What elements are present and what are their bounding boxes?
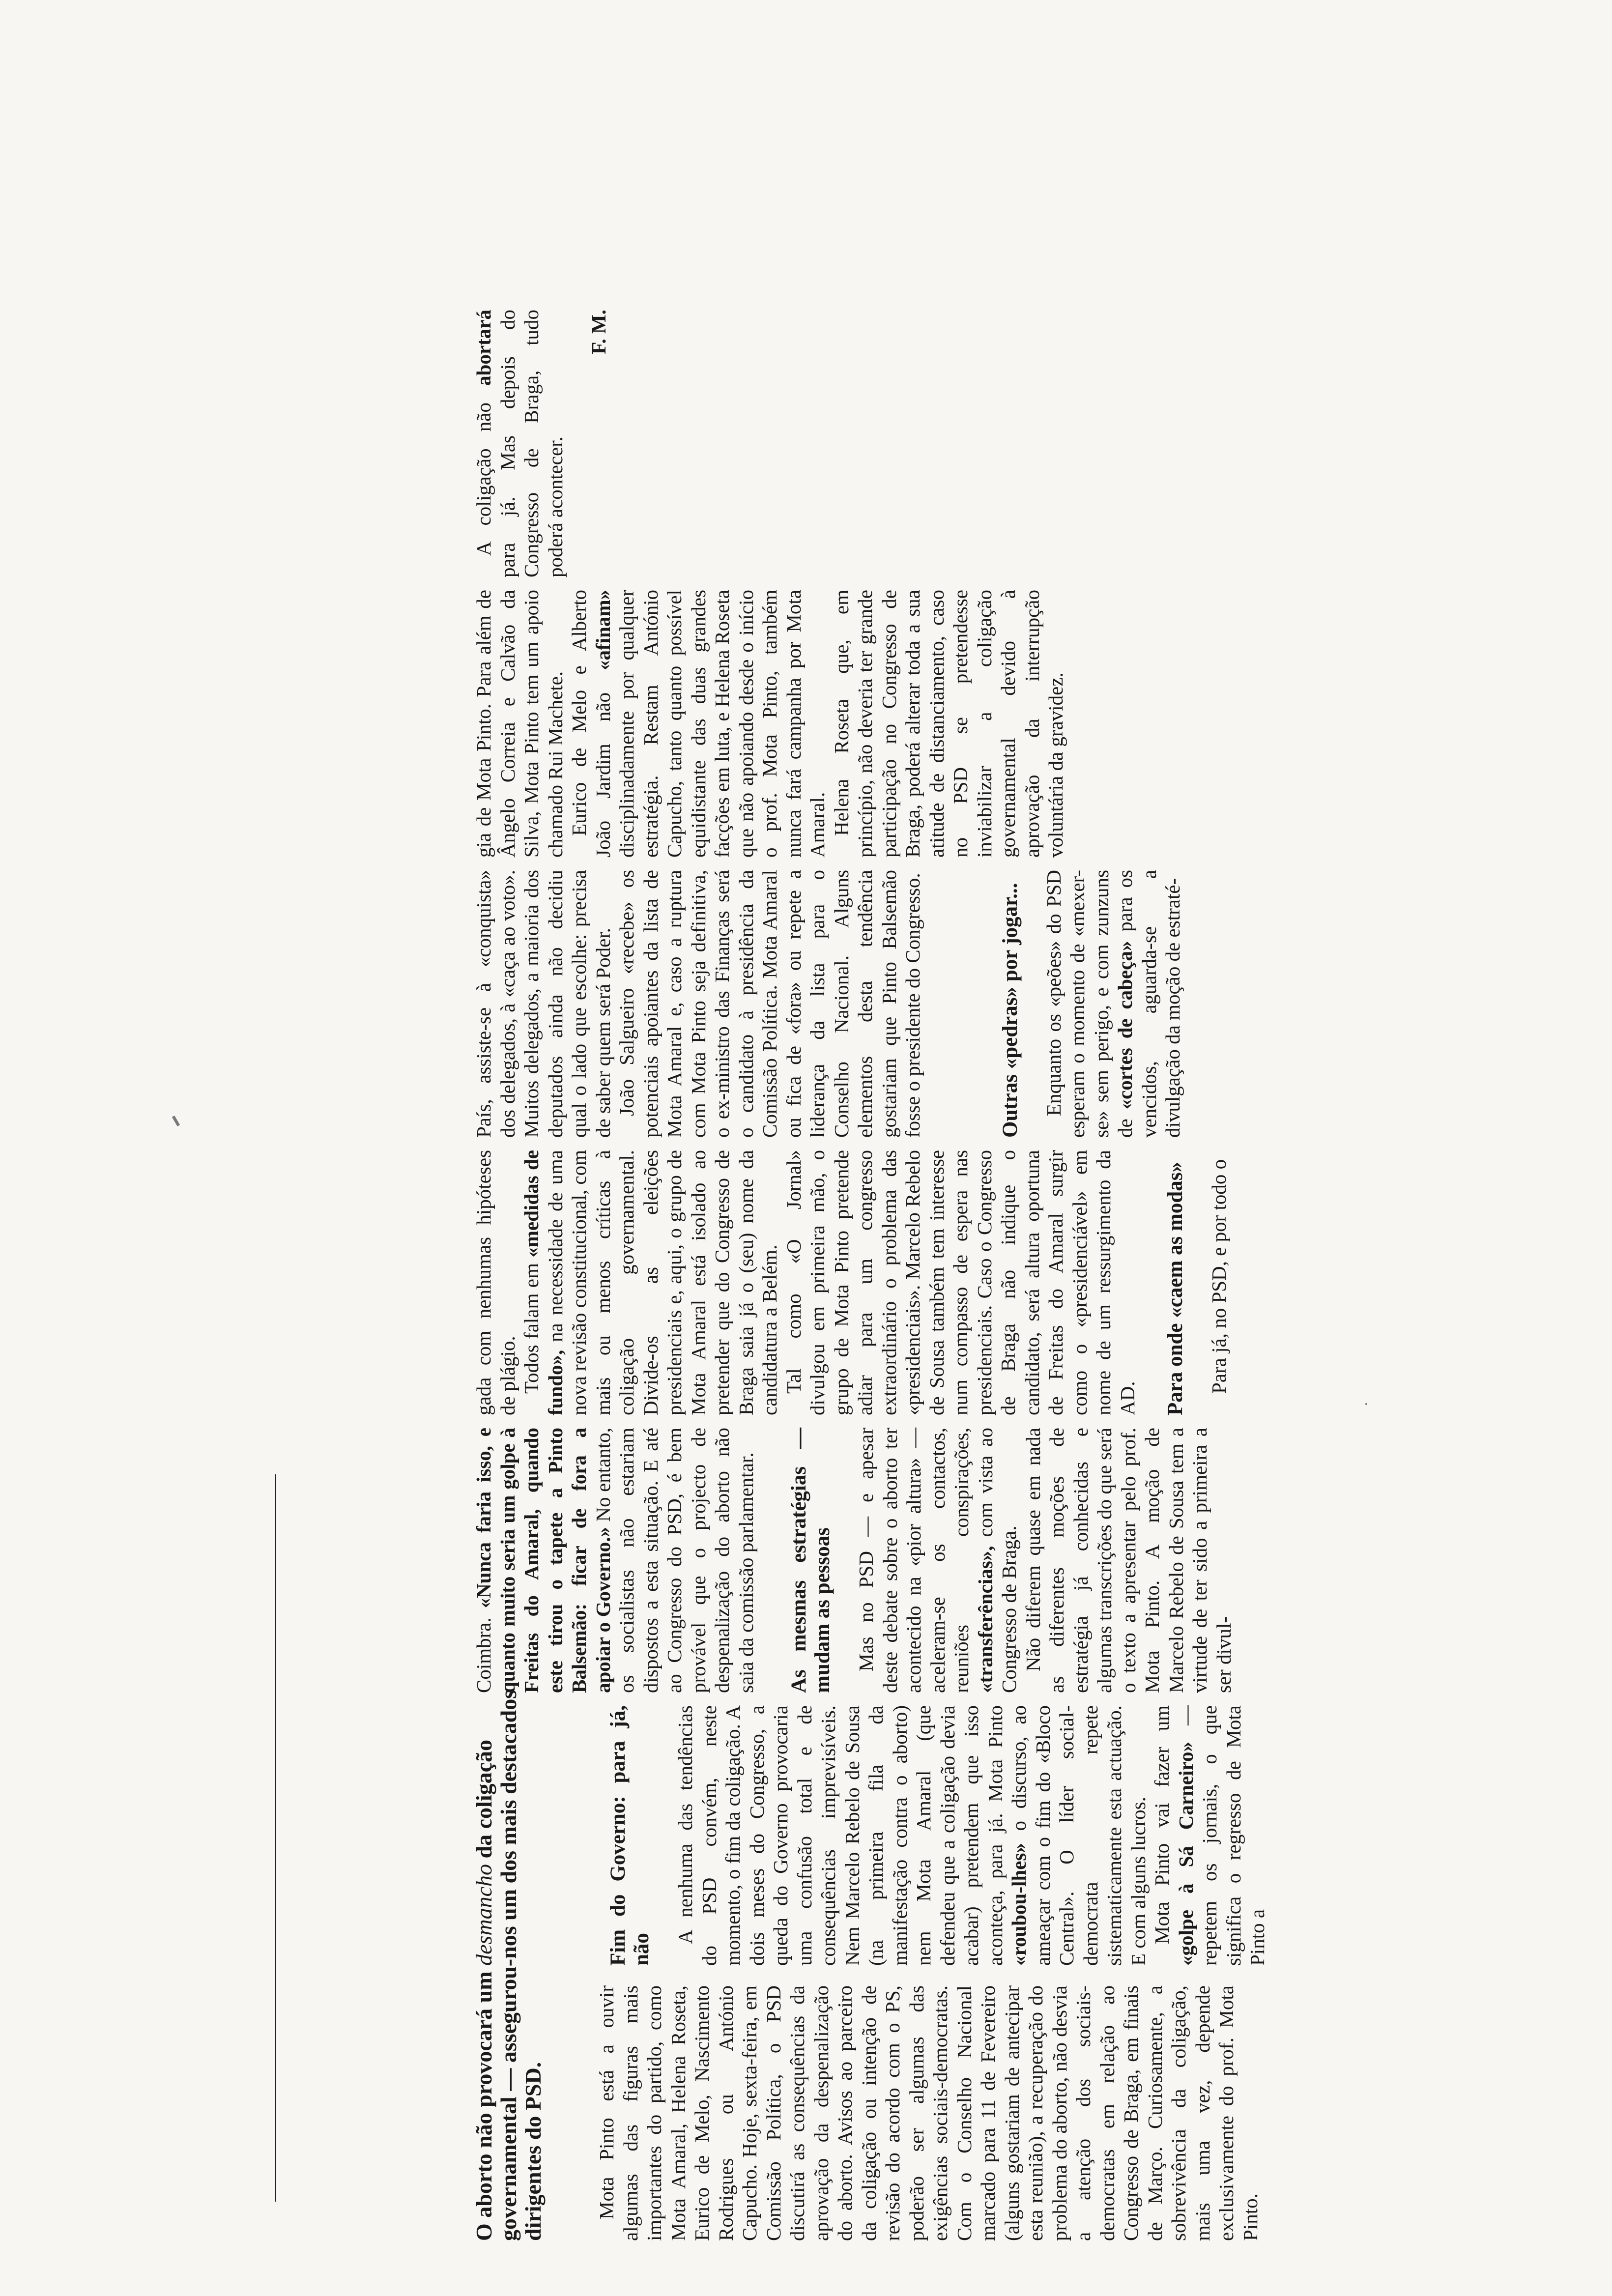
- bold-run: «cortes de cabeça»: [1114, 941, 1136, 1110]
- text-run: Enquanto os «peões» do PSD esperam o momento de «mexer-se» sem perigo, e com zunzuns de: [1042, 870, 1136, 1138]
- text-run: para os vencidos, aguarda-se a divulgação da moção de estraté-: [1114, 869, 1184, 1138]
- scan-speck: [172, 1116, 180, 1126]
- bold-run: «golpe à Sá Carneiro»: [1174, 1742, 1197, 1966]
- column-4: [472, 1150, 1231, 1415]
- paragraph: Não diferem quase em nada as diferentes moções de estratégia já conhecidas e algumas transcrições do que será o texto a apresentar pelo prof. Mota Pinto. A moção de Marcelo Rebelo de Sousa tem a virtude de ter sido a primeira a ser divul-: [1021, 1428, 1235, 1693]
- author-signature: F. M.: [587, 310, 610, 354]
- text-run: Mas no PSD — e apesar deste debate sobre o aborto ter acontecido na «pior altura» — aceleram-se os contactos, reuniões conspirações,: [855, 1428, 973, 1693]
- text-run: na necessidade de uma nova revisão constitucional, com mais ou menos críticas à coligação governamental. Divide-os as eleições presidenciais e, aqui, o grupo de Mota Amaral está isolado ao pretender que do Congresso de Braga saia já o (seu) nome da candidatura a Belém.: [544, 1149, 781, 1415]
- scan-dot: [1365, 1403, 1367, 1405]
- subheading-fim-do-governo: Fim do Governo: para já, não: [606, 1705, 653, 1966]
- text-run: No entanto, os socialistas não estariam dispostos a esta situação. E até ao Congresso do PSD, é bem provável que o projecto de despenalização do aborto não saia da comissão parlamentar.: [591, 1428, 757, 1693]
- rotated-article-page: [472, 59, 1312, 2241]
- text-run: — repetem os jornais, o que significa o regresso de Mota Pinto a: [1174, 1705, 1268, 1966]
- bold-run: abortará: [472, 310, 495, 386]
- paragraph: Mota Pinto está a ouvir algumas das figuras mais importantes do partido, como Mota Amaral, Helena Roseta, Eurico de Melo, Nascimento Rodrigues ou António Capucho. Hoje, sexta-feira, em Comissão Política, o PSD discutirá as consequências da aprovação da despenalização do aborto. Avisos ao parceiro da coligação ou intenção de revisão do acordo com o PS, poderão ser algumas das exigências sociais-democratas. Com o Conselho Nacional marcado para 11 de Fevereiro (alguns gostariam de antecipar esta reunião), a recuperação do problema do aborto, não desvia a atenção dos sociais-democratas em relação ao Congresso de Braga, em finais de Março. Curiosamente, a sobrevivência da coligação, mais uma vez, depende exclusivamente do prof. Mota Pinto.: [595, 1985, 1262, 2241]
- paragraph: Helena Roseta que, em princípio, não deveria ter grande participação no Congresso de Braga, poderá alterar toda a sua atitude de distanciamento, caso no PSD se pretendesse inviabilizar a coligação governamental devido à aprovação da interrupção voluntária da gravidez.: [830, 590, 1067, 858]
- paragraph: [1042, 870, 1185, 1138]
- text-run: Eurico de Melo e Alberto João Jardim não: [568, 590, 614, 858]
- bottom-rule-line: [275, 1474, 276, 2202]
- subheading-mesmas-estrategias: As mesmas estratégias — mudam as pessoas: [787, 1428, 834, 1693]
- headline-italic-word: desmancho: [471, 1864, 496, 1966]
- paragraph: País, assiste-se à «conquista» dos delegados, à «caça ao voto». Muitos delegados, a maioria dos deputados ainda não decidiu qual o lado que escolhe: precisa de saber quem será Poder.: [472, 870, 614, 1138]
- paragraph: Tal como «O Jornal» divulgou em primeira mão, o grupo de Mota Pinto pretende adiar para um congresso extraordinário o problema das «presidenciais». Marcelo Rebelo de Sousa também tem interesse num compasso de espera nas presidenciais. Caso o Congresso de Braga não indique o candidato, será altura oportuna de Freitas do Amaral surgir como o «presidenciável» em nome de um ressurgimento da AD.: [782, 1150, 1139, 1415]
- bold-run: «transferências»,: [974, 1546, 997, 1693]
- text-run: disciplinadamente por qualquer estratégia. Restam António Capucho, tanto quanto possível equidistante das duas grandes facções em luta, e Helena Roseta que não apoiando desde o início o prof. Mota Pinto, também nunca fará campanha por Mota Amaral.: [615, 590, 829, 858]
- paragraph: [519, 1150, 782, 1415]
- bold-run: «afinam»: [591, 590, 614, 670]
- subheading-outras-pedras: Outras «pedras» por jogar...: [998, 883, 1022, 1138]
- text-run: com vista ao Congresso de Braga.: [974, 1428, 1020, 1693]
- paragraph: [673, 1705, 1150, 1966]
- paragraph: Para já, no PSD, e por todo o: [1208, 1159, 1230, 1394]
- paragraph: gia de Mota Pinto. Para além de Ângelo Correia e Calvão da Silva, Mota Pinto tem um apoio chamado Rui Machete.: [472, 590, 567, 858]
- subheading-para-onde: Para onde «caem as modas»: [1164, 1162, 1187, 1415]
- text-run: A coligação não: [472, 402, 495, 556]
- text-run: o discurso, ao ameaçar com o fim do «Bloco Central». O líder social-democrata repete sistematicamente esta actuação. E com alguns lucros.: [1008, 1705, 1150, 1966]
- bold-run: «medidas de fundo»,: [520, 1150, 567, 1415]
- article-headline: [472, 1602, 546, 2241]
- bold-run: «roubou-lhes»: [1008, 1843, 1030, 1966]
- headline-lead: O aborto não provocará um: [471, 1971, 496, 2241]
- text-run: Coimbra.: [472, 1617, 495, 1693]
- text-run: A nenhuma das tendências do PSD convém, neste momento, o fim da coligação. A dois meses do Congresso, a queda do Governo provocaria uma confusão total e de consequências imprevisíveis. Nem Marcelo Rebelo de Sousa (na primeira fila da manifestação contra o aborto) nem Mota Amaral (que defendeu que a coligação devia acabar) pretendem que isso aconteça, para já. Mota Pinto: [674, 1705, 1007, 1966]
- paragraph: [472, 1428, 758, 1693]
- column-6: [472, 590, 1068, 858]
- column-2: [595, 1705, 1269, 1966]
- column-1: [595, 1985, 1262, 2241]
- column-3: [472, 1428, 1236, 1693]
- paragraph: [1150, 1705, 1269, 1966]
- text-run: Todos falam em: [520, 1263, 543, 1394]
- headline-rest: da coligação governamental — assegurou-nos um dos mais destacados dirigentes do PSD.: [471, 1690, 546, 2241]
- paragraph: João Salgueiro «recebe» os potenciais apoiantes da lista de Mota Amaral e, caso a ruptura com Mota Pinto seja definitiva, o ex-ministro das Finanças será o candidato à presidência da Comissão Política. Mota Amaral ou fica de «fora» ou repete a liderança da lista para o Conselho Nacional. Alguns elementos desta tendência gostariam que Pinto Balsemão fosse o presidente do Congresso.: [615, 870, 924, 1138]
- paragraph: [567, 590, 830, 858]
- text-run: Mota Pinto vai fazer um: [1151, 1705, 1173, 1944]
- column-7: [472, 310, 611, 577]
- paragraph: [472, 310, 567, 577]
- bold-quote: «Nunca faria isso, e quanto muito seria um golpe à Freitas do Amaral, quando este tirou o tapete a Pinto Balsemão: ficar de fora a apoiar o Governo.»: [472, 1427, 614, 1693]
- text-run: para já. Mas depois do Congresso de Braga, tudo poderá acontecer.: [496, 310, 567, 577]
- column-5: [472, 870, 1185, 1138]
- paragraph: gada com nenhumas hipóteses de plágio.: [472, 1150, 519, 1415]
- paragraph: [854, 1428, 1021, 1693]
